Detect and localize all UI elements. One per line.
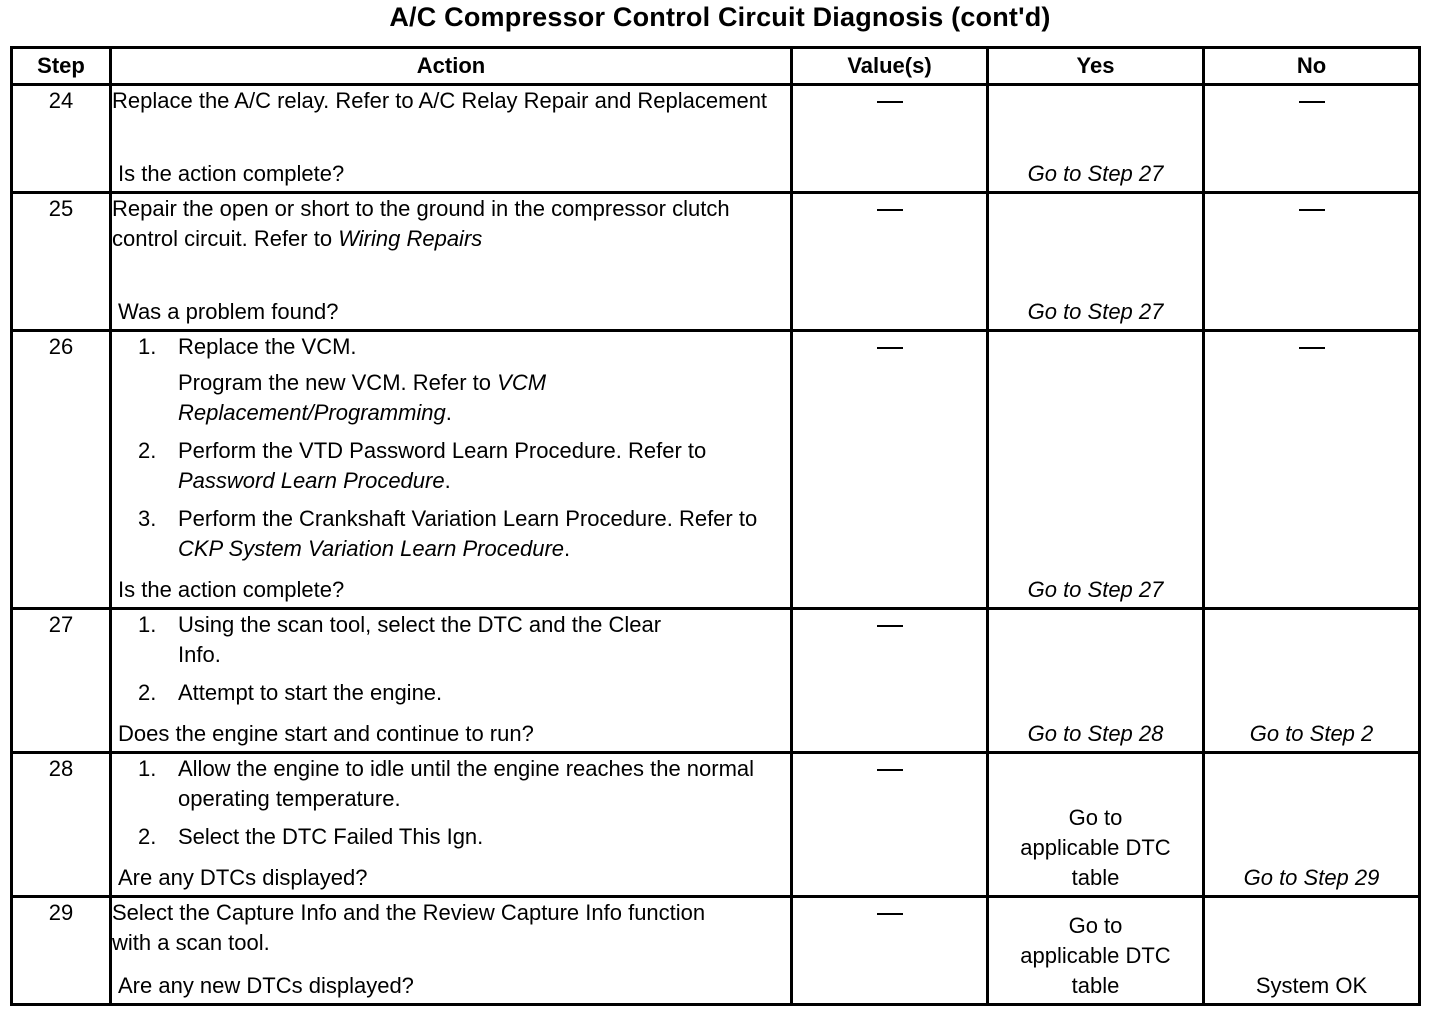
list-item xyxy=(112,678,790,708)
no-dash xyxy=(1299,347,1325,349)
list-item xyxy=(112,332,790,428)
action-steps xyxy=(112,332,790,564)
action-text-plain: Repair the open or short to the ground in the compressor clutch control circuit. Refer to xyxy=(112,196,730,251)
yes-cell xyxy=(988,609,1204,753)
value-dash xyxy=(877,101,903,103)
header-row xyxy=(12,48,1420,85)
value-dash xyxy=(877,769,903,771)
header-step: Step xyxy=(12,48,111,85)
no-result: Go to Step 29 xyxy=(1243,865,1380,890)
header-values: Value(s) xyxy=(792,48,988,85)
table-row xyxy=(12,609,1420,753)
item-text: Perform the VTD Password Learn Procedure. Refer to xyxy=(178,438,707,463)
action-question: Are any new DTCs displayed? xyxy=(118,973,414,998)
no-dash xyxy=(1299,101,1325,103)
value-cell xyxy=(792,897,988,1005)
step-number: 27 xyxy=(12,609,111,753)
no-dash xyxy=(1299,209,1325,211)
reference-link: Password Learn Procedure xyxy=(178,468,445,493)
action-cell xyxy=(111,753,792,897)
item-number: 1. xyxy=(138,756,157,781)
reference-link: VCM Replacement/Programming xyxy=(178,370,547,425)
reference-link: CKP System Variation Learn Procedure xyxy=(178,536,564,561)
yes-cell xyxy=(988,753,1204,897)
no-cell xyxy=(1204,753,1420,897)
yes-cell xyxy=(988,193,1204,331)
header-no: No xyxy=(1204,48,1420,85)
value-cell xyxy=(792,331,988,609)
no-cell xyxy=(1204,897,1420,1005)
value-cell xyxy=(792,193,988,331)
header-yes: Yes xyxy=(988,48,1204,85)
value-dash xyxy=(877,913,903,915)
list-item xyxy=(112,610,790,670)
action-question: Was a problem found? xyxy=(118,299,339,324)
item-number: 3. xyxy=(138,506,157,531)
value-cell xyxy=(792,85,988,193)
table-row xyxy=(12,897,1420,1005)
value-dash xyxy=(877,347,903,349)
yes-cell xyxy=(988,897,1204,1005)
action-text xyxy=(112,194,790,254)
item-text: Attempt to start the engine. xyxy=(178,680,443,705)
action-steps xyxy=(112,754,790,852)
item-text: Using the scan tool, select the DTC and the Clear Info. xyxy=(178,612,662,667)
page-title: A/C Compressor Control Circuit Diagnosis (cont'd) xyxy=(389,2,1051,32)
no-cell xyxy=(1204,609,1420,753)
list-item xyxy=(112,754,790,814)
action-text: Select the Capture Info and the Review Capture Info function with a scan tool. xyxy=(112,900,706,955)
value-cell xyxy=(792,753,988,897)
table-row xyxy=(12,331,1420,609)
step-number: 24 xyxy=(12,85,111,193)
yes-cell xyxy=(988,331,1204,609)
item-text: Replace the VCM. xyxy=(178,334,357,359)
action-cell xyxy=(111,897,792,1005)
action-cell xyxy=(111,609,792,753)
action-steps xyxy=(112,610,790,708)
no-cell xyxy=(1204,85,1420,193)
no-cell xyxy=(1204,331,1420,609)
yes-result: Go to Step 27 xyxy=(1027,161,1164,186)
item-number: 1. xyxy=(138,612,157,637)
item-number: 2. xyxy=(138,824,157,849)
table-row xyxy=(12,85,1420,193)
action-question: Is the action complete? xyxy=(118,577,345,602)
value-dash xyxy=(877,209,903,211)
step-number: 29 xyxy=(12,897,111,1005)
table-row xyxy=(12,753,1420,897)
no-cell xyxy=(1204,193,1420,331)
action-question: Is the action complete? xyxy=(118,161,345,186)
table-row xyxy=(12,193,1420,331)
value-cell xyxy=(792,609,988,753)
step-number: 26 xyxy=(12,331,111,609)
yes-result: Go to Step 27 xyxy=(1027,577,1164,602)
header-action: Action xyxy=(111,48,792,85)
list-item: 3. Perform the Crankshaft Variation Learn Procedure. Refer to CKP System Variation Learn Procedure. xyxy=(138,506,758,561)
item-text: Allow the engine to idle until the engine reaches the normal operating temperature. xyxy=(178,756,755,811)
yes-cell xyxy=(988,85,1204,193)
item-subtext-plain: Program the new VCM. Refer to xyxy=(178,370,492,395)
list-item: 2. Perform the VTD Password Learn Procedure. Refer to Password Learn Procedure. xyxy=(138,438,707,493)
list-item xyxy=(112,822,790,852)
value-dash xyxy=(877,625,903,627)
no-result: Go to Step 2 xyxy=(1249,721,1374,746)
yes-result: Go to applicable DTC table xyxy=(1020,805,1171,890)
step-number: 28 xyxy=(12,753,111,897)
diagnosis-table xyxy=(10,46,1421,1006)
yes-result: Go to Step 27 xyxy=(1027,299,1164,324)
action-question: Does the engine start and continue to run? xyxy=(118,721,534,746)
step-number: 25 xyxy=(12,193,111,331)
action-question: Are any DTCs displayed? xyxy=(118,865,368,890)
item-text: Select the DTC Failed This Ign. xyxy=(178,824,484,849)
action-cell xyxy=(111,331,792,609)
item-number: 2. xyxy=(138,438,157,463)
action-cell xyxy=(111,193,792,331)
action-cell xyxy=(111,85,792,193)
yes-result: Go to applicable DTC table xyxy=(1020,913,1171,998)
action-text: Replace the A/C relay. Refer to A/C Relay Repair and Replacement xyxy=(112,88,768,113)
reference-link: Wiring Repairs xyxy=(338,226,483,251)
no-result: System OK xyxy=(1255,973,1368,998)
item-number: 2. xyxy=(138,680,157,705)
item-subtext: Program the new VCM. Refer to VCM Replacement/Programming. xyxy=(178,370,547,425)
yes-result: Go to Step 28 xyxy=(1027,721,1164,746)
item-number: 1. xyxy=(138,334,157,359)
item-text: Perform the Crankshaft Variation Learn Procedure. Refer to xyxy=(178,506,758,531)
